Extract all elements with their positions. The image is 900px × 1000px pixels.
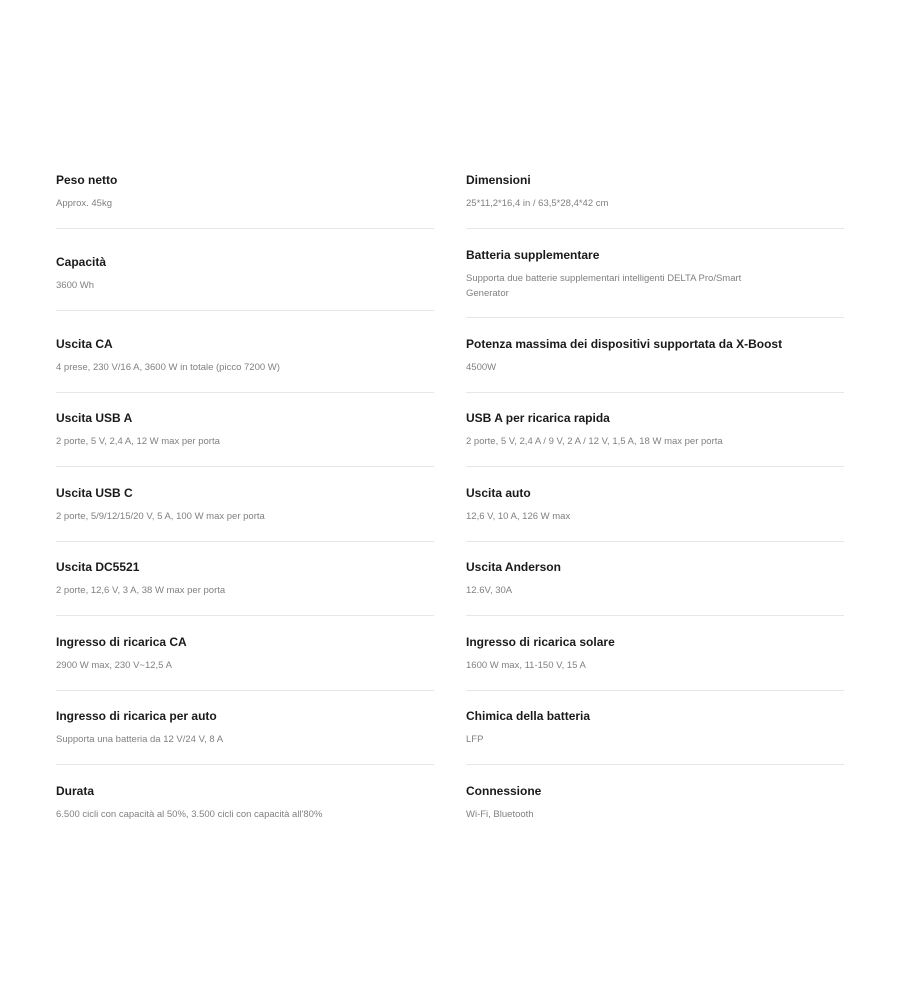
- spec-label: Batteria supplementare: [466, 248, 600, 262]
- spec-value: 2 porte, 5 V, 2,4 A, 12 W max per porta: [56, 436, 220, 447]
- spec-label: Uscita USB A: [56, 411, 133, 425]
- spec-label: Potenza massima dei dispositivi supportata da X-Boost: [466, 337, 783, 351]
- spec-value: 25*11,2*16,4 in / 63,5*28,4*42 cm: [466, 198, 609, 209]
- spec-item-dc5521-output: [56, 559, 434, 616]
- spec-value: 2900 W max, 230 V~12,5 A: [56, 660, 172, 671]
- spec-item-usb-a-fast-charge: [466, 410, 844, 467]
- spec-label: Dimensioni: [466, 173, 531, 187]
- spec-item-usb-c-output: [56, 485, 434, 542]
- spec-value: 2 porte, 12,6 V, 3 A, 38 W max per porta: [56, 585, 226, 596]
- spec-value: 2 porte, 5/9/12/15/20 V, 5 A, 100 W max per porta: [56, 511, 265, 522]
- spec-item-car-charging-input: [56, 708, 434, 765]
- spec-item-ac-output: [56, 336, 434, 393]
- spec-label: Peso netto: [56, 173, 118, 187]
- spec-value: 12.6V, 30A: [466, 585, 513, 596]
- spec-value: Supporta una batteria da 12 V/24 V, 8 A: [56, 734, 224, 745]
- spec-value: 1600 W max, 11-150 V, 15 A: [466, 660, 586, 671]
- spec-label: Durata: [56, 784, 95, 798]
- spec-value: LFP: [466, 734, 484, 745]
- spec-label: Uscita USB C: [56, 486, 133, 500]
- spec-item-capacity: [56, 254, 434, 311]
- spec-value: 4500W: [466, 362, 497, 373]
- spec-item-ac-charging-input: [56, 634, 434, 691]
- spec-label: Ingresso di ricarica CA: [56, 635, 187, 649]
- spec-item-connectivity: [466, 783, 844, 839]
- spec-value: 3600 Wh: [56, 280, 95, 291]
- spec-item-extra-battery: [466, 247, 844, 318]
- spec-item-battery-chemistry: [466, 708, 844, 765]
- spec-value: 2 porte, 5 V, 2,4 A / 9 V, 2 A / 12 V, 1,5 A, 18 W max per porta: [466, 436, 723, 447]
- spec-label: Capacità: [56, 255, 107, 269]
- spec-value: 4 prese, 230 V/16 A, 3600 W in totale (picco 7200 W): [56, 362, 280, 373]
- spec-item-solar-charging-input: [466, 634, 844, 691]
- spec-item-anderson-output: [466, 559, 844, 616]
- spec-item-usb-a-output: [56, 410, 434, 467]
- spec-value: Wi-Fi, Bluetooth: [466, 809, 534, 820]
- spec-label: Ingresso di ricarica per auto: [56, 709, 217, 723]
- spec-item-lifespan: [56, 783, 434, 839]
- spec-item-xboost-power: [466, 336, 844, 393]
- spec-label: Ingresso di ricarica solare: [466, 635, 615, 649]
- spec-label: Uscita Anderson: [466, 560, 561, 574]
- spec-item-weight: [56, 172, 434, 229]
- spec-item-dimensions: [466, 172, 844, 229]
- spec-label: Chimica della batteria: [466, 709, 591, 723]
- spec-value: Approx. 45kg: [56, 198, 112, 209]
- spec-value: 12,6 V, 10 A, 126 W max: [466, 511, 571, 522]
- spec-label: Uscita auto: [466, 486, 531, 500]
- spec-value: Supporta due batterie supplementari intelligenti DELTA Pro/Smart Generator: [466, 273, 742, 299]
- spec-value: 6.500 cicli con capacità al 50%, 3.500 cicli con capacità all'80%: [56, 809, 323, 820]
- spec-label: Uscita CA: [56, 337, 113, 351]
- spec-label: USB A per ricarica rapida: [466, 411, 610, 425]
- spec-label: Uscita DC5521: [56, 560, 140, 574]
- spec-item-car-output: [466, 485, 844, 542]
- spec-label: Connessione: [466, 784, 542, 798]
